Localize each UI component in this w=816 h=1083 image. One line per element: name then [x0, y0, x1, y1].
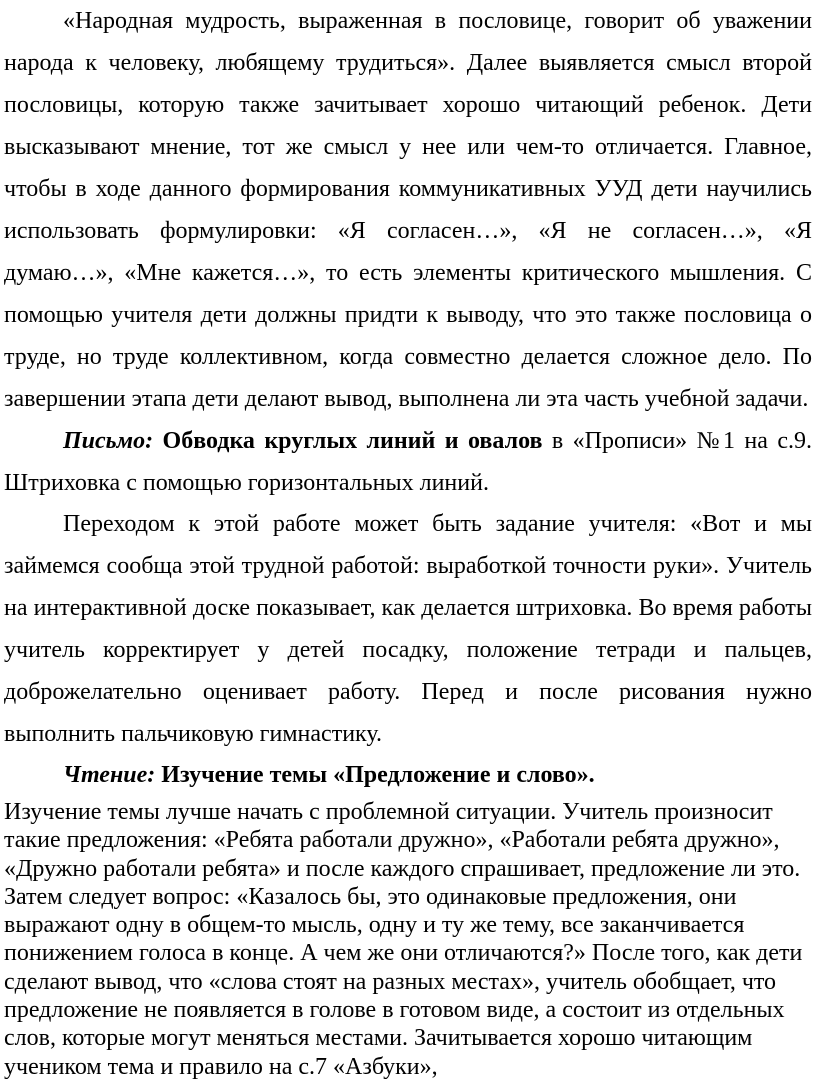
writing-label: Письмо:: [63, 428, 154, 454]
text-line: сделают вывод, что «слова стоят на разных местах», учитель обобщает, что: [4, 968, 777, 995]
text-line: предложение не появляется в голове в готовом виде, а состоит из отдельных: [4, 997, 785, 1024]
paragraph-proverb-discussion: «Народная мудрость, выраженная в пословице, говорит об уважении народа к человеку, любящему трудиться». Далее выявляется смысл второй пословицы, которую также зачитывает хорошо читающий ребенок. Дети высказывают мнение, тот же смысл у нее или чем-то отличается. Главное, чтобы в ходе данного формирования коммуникативных УУД дети научились использовать формулировки: «Я согласен…», «Я не согласен…», «Я думаю…», «Мне кажется…», то есть элементы критического мышления. С помощью учителя дети должны придти к выводу, что это также пословица о труде, но труде коллективном, когда совместно делается сложное дело. По завершении этапа дети делают вывод, выполнена ли эта часть учебной задачи.: [4, 8, 812, 412]
paragraph-hatching-work: Переходом к этой работе может быть задание учителя: «Вот и мы займемся сообща этой трудной работой: выработкой точности руки». Учитель на интерактивной доске показывает, как делается штриховка. Во время работы учитель корректирует у детей посадку, положение тетради и пальцев, доброжелательно оценивает работу. Перед и после рисования нужно выполнить пальчиковую гимнастику.: [4, 511, 812, 747]
reading-label: Чтение:: [63, 762, 156, 788]
text-line: понижением голоса в конце. А чем же они отличаются?» После того, как дети: [4, 940, 803, 967]
text-line: Затем следует вопрос: «Казалось бы, это одинаковые предложения, они: [4, 883, 737, 910]
paragraph-sentence-and-word: [4, 798, 816, 1081]
text-line: слов, которые могут меняться местами. Зачитывается хорошо читающим: [4, 1025, 753, 1052]
reading-title: Изучение темы «Предложение и слово».: [161, 762, 595, 788]
writing-title: Обводка круглых линий и овалов: [162, 428, 543, 454]
text-line: Изучение темы лучше начать с проблемной ситуации. Учитель произносит: [4, 799, 773, 825]
paragraph-writing-task: [4, 420, 812, 504]
text-line: такие предложения: «Ребята работали дружно», «Работали ребята дружно»,: [4, 827, 780, 854]
text-line: учеником тема и правило на с.7 «Азбуки»,: [4, 1053, 438, 1080]
text-line: выражают одну в общем-то мысль, одну и ту же тему, все заканчивается: [4, 912, 745, 939]
paragraph-reading-heading: [4, 754, 812, 796]
text-line: «Дружно работали ребята» и после каждого спрашивает, предложение ли это.: [4, 855, 801, 882]
writing-description: в «Прописи» №1 на с.9. Штриховка с помощью горизонтальных линий.: [4, 428, 812, 496]
